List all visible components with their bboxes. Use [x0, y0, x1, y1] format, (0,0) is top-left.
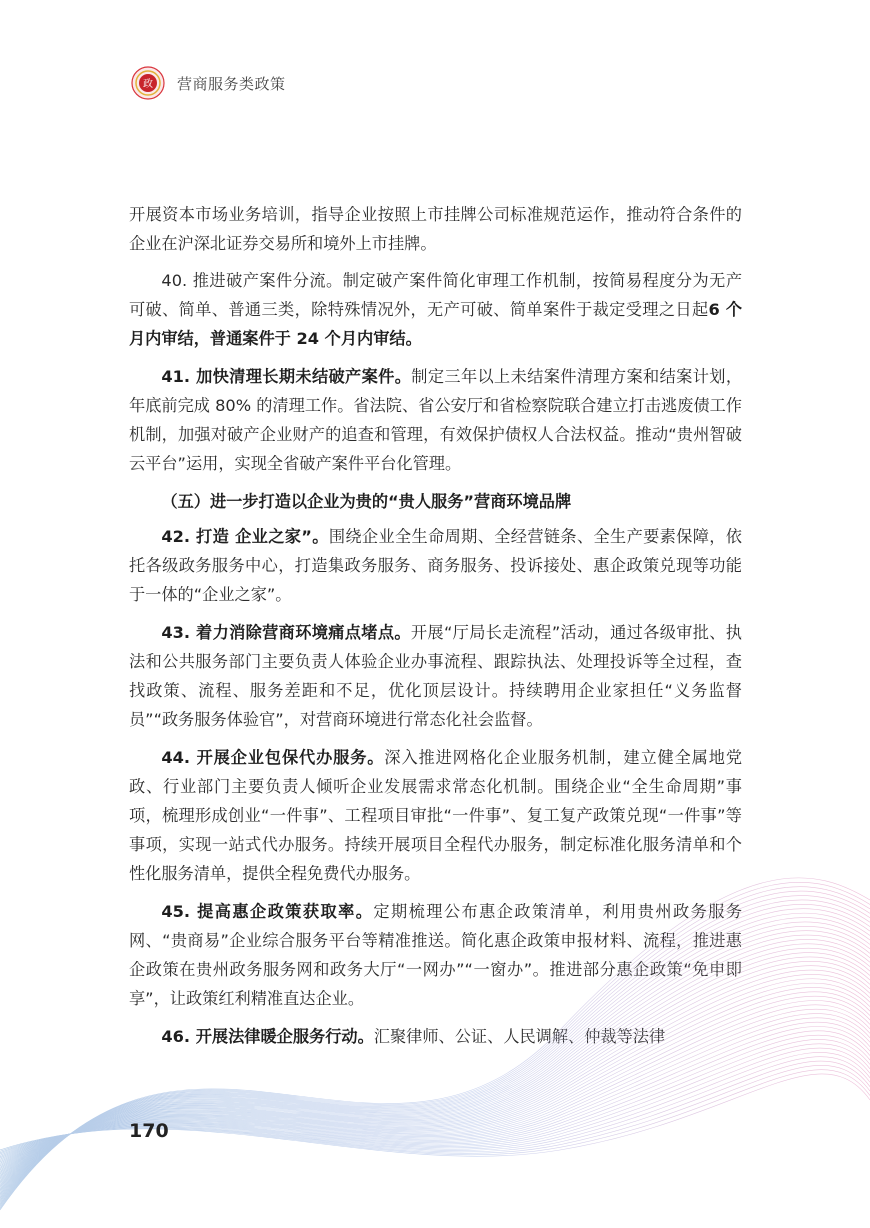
paragraph-45-body: 定期梳理公布惠企政策清单，利用贵州政务服务网、“贵商易”企业综合服务平台等精准推送。简化惠企政策申报材料、流程，推进惠企政策在贵州政务服务网和政务大厅“一网办”“一窗办”。推进部分惠企政策“免申即享”，让政策红利精准直达企业。	[129, 902, 743, 1008]
paragraph-44	[129, 743, 742, 888]
paragraph-40-bold-2: 24 个月内审结。	[290, 329, 422, 348]
paragraph-41-lead: 41. 加快清理长期未结破产案件。	[161, 367, 412, 386]
paragraph-41	[129, 362, 742, 478]
document-body	[129, 200, 742, 1060]
paragraph-45-lead: 45. 提高惠企政策获取率。	[161, 902, 374, 921]
paragraph-40-body: 制定破产案件简化审理工作机制，按简易程度分为无产可破、简单、普通三类，除特殊情况外，无产可破、简单案件于裁定受理之日起	[129, 271, 743, 319]
paragraph-40-lead: 40. 推进破产案件分流。	[161, 271, 343, 290]
paragraph-40	[129, 266, 742, 353]
wave-line	[0, 1070, 870, 1155]
section-heading-5: （五）进一步打造以企业为贵的“贵人服务”营商环境品牌	[161, 492, 572, 511]
paragraph-continuation: 开展资本市场业务培训，指导企业按照上市挂牌公司标准规范运作，推动符合条件的企业在沪深北证券交易所和境外上市挂牌。	[129, 205, 742, 253]
paragraph-40-bold-1: 6 个月内审结，普通案件于	[129, 300, 743, 348]
paragraph-44-body: 深入推进网格化企业服务机制，建立健全属地党政、行业部门主要负责人倾听企业发展需求常态化机制。围绕企业“全生命周期”事项，梳理形成创业“一件事”、工程项目审批“一件事”、复工复产政策兑现“一件事”等事项，实现一站式代办服务。持续开展项目全程代办服务，制定标准化服务清单和个性化服务清单，提供全程免费代办服务。	[129, 748, 743, 883]
wave-line	[0, 1074, 870, 1156]
header-title: 营商服务类政策	[177, 74, 286, 93]
paragraph-43-body: 开展“厅局长走流程”活动，通过各级审批、执法和公共服务部门主要负责人体验企业办事流程、跟踪执法、处理投诉等全过程，查找政策、流程、服务差距和不足，优化顶层设计。持续聘用企业家担任“义务监督员”“政务服务体验官”，对营商环境进行常态化社会监督。	[129, 623, 742, 729]
paragraph-43	[129, 618, 742, 734]
page-number: 170	[129, 1120, 169, 1142]
paragraph-42-body: 围绕企业全生命周期、全经营链条、全生产要素保障，依托各级政务服务中心，打造集政务服务、商务服务、投诉接处、惠企政策兑现等功能于一体的“企业之家”。	[129, 527, 742, 604]
paragraph-42	[129, 522, 742, 609]
paragraph-44-lead: 44. 开展企业包保代办服务。	[161, 748, 385, 767]
paragraph-42-lead: 42. 打造 企业之家”。	[161, 527, 329, 546]
svg-text:政: 政	[143, 79, 153, 90]
paragraph-46-body: 汇聚律师、公证、人民调解、仲裁等法律	[373, 1027, 666, 1046]
emblem-logo	[131, 66, 165, 100]
paragraph-46-lead: 46. 开展法律暖企服务行动。	[161, 1027, 374, 1046]
page-header	[131, 66, 286, 100]
paragraph-43-lead: 43. 着力消除营商环境痛点堵点。	[161, 623, 411, 642]
paragraph-41-body: 制定三年以上未结案件清理方案和结案计划，年底前完成 80% 的清理工作。省法院、省公安厅和省检察院联合建立打击逃废债工作机制，加强对破产企业财产的追查和管理，有效保护债权人合法权益。推动“贵州智破云平台”运用，实现全省破产案件平台化管理。	[129, 367, 743, 473]
paragraph-45	[129, 897, 742, 1013]
paragraph-46	[129, 1022, 742, 1051]
